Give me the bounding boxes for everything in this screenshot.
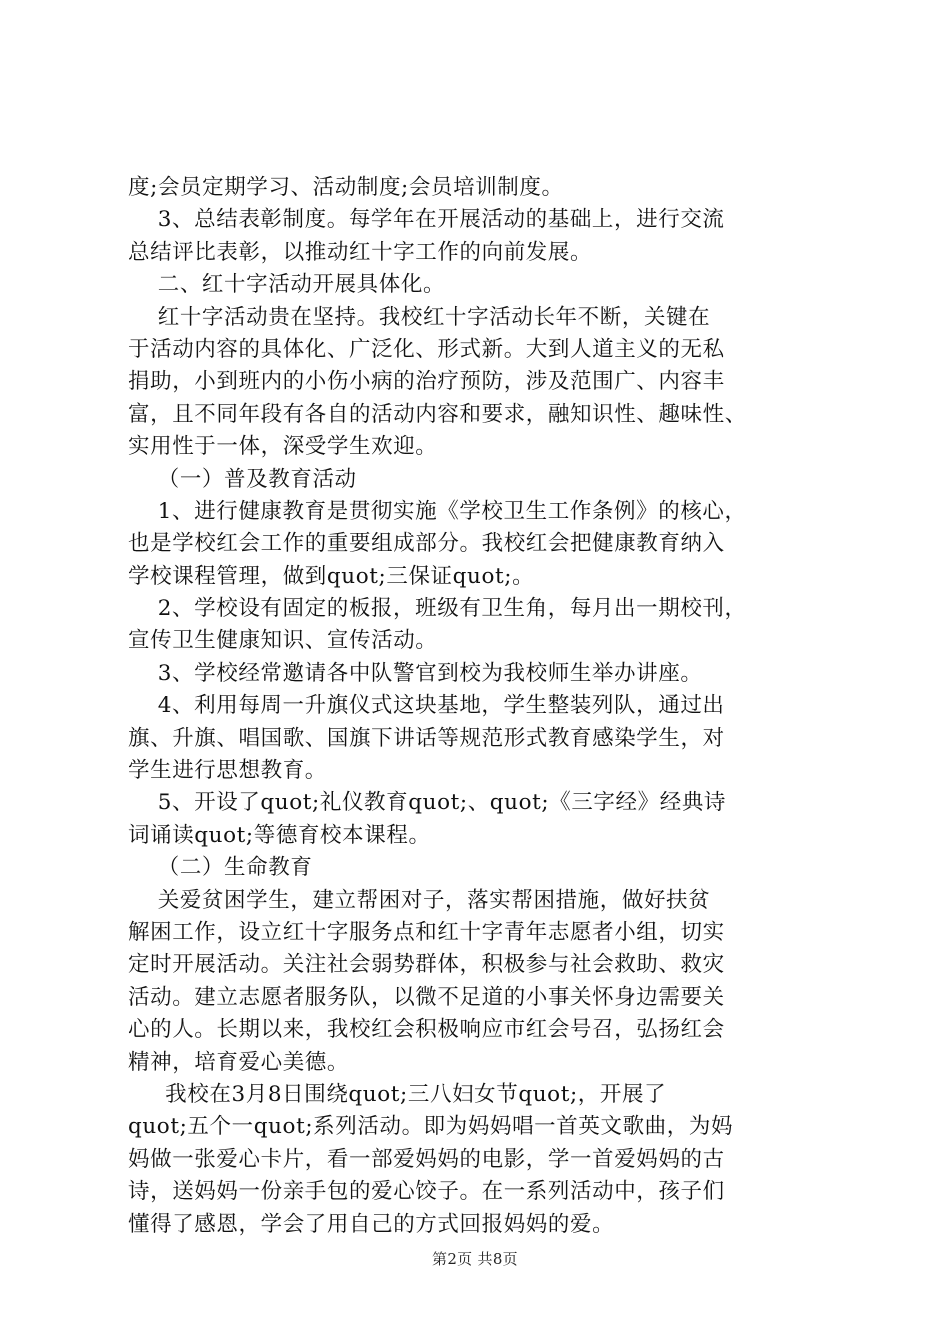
- text-line: 词诵读quot;等德育校本课程。: [128, 822, 431, 848]
- text-line: 学生进行思想教育。: [128, 758, 327, 784]
- subsection-heading: （二）生命教育: [128, 855, 313, 881]
- text-line: 3、总结表彰制度。每学年在开展活动的基础上，进行交流: [128, 207, 725, 233]
- text-line: 精神，培育爱心美德。: [128, 1049, 350, 1075]
- text-line: 4、利用每周一升旗仪式这块基地，学生整装列队，通过出: [128, 693, 725, 719]
- document-body: [128, 172, 840, 1241]
- text-line: 解困工作，设立红十字服务点和红十字青年志愿者小组，切实: [128, 919, 725, 945]
- text-line: 关爱贫困学生，建立帮困对子，落实帮困措施，做好扶贫: [128, 887, 711, 913]
- text-line: 也是学校红会工作的重要组成部分。我校红会把健康教育纳入: [128, 531, 725, 557]
- text-line: 诗，送妈妈一份亲手包的爱心饺子。在一系列活动中，孩子们: [128, 1179, 725, 1205]
- text-line: 度;会员定期学习、活动制度;会员培训制度。: [128, 175, 564, 200]
- text-line: 懂得了感恩，学会了用自己的方式回报妈妈的爱。: [128, 1211, 615, 1237]
- text-line: 2、学校设有固定的板报，班级有卫生角，每月出一期校刊，: [128, 596, 747, 622]
- subsection-heading: （一）普及教育活动: [128, 466, 357, 492]
- text-line: 学校课程管理，做到quot;三保证quot;。: [128, 563, 535, 589]
- text-line: 旗、升旗、唱国歌、国旗下讲话等规范形式教育感染学生，对: [128, 725, 725, 751]
- text-line: 心的人。长期以来，我校红会积极响应市红会号召，弘扬红会: [128, 1017, 725, 1043]
- text-line: 总结评比表彰，以推动红十字工作的向前发展。: [128, 239, 593, 265]
- text-line: 富，且不同年段有各自的活动内容和要求，融知识性、趣味性、: [128, 401, 747, 427]
- page-number-label: 第2页 共8页: [432, 1250, 518, 1268]
- text-line: 定时开展活动。关注社会弱势群体，积极参与社会救助、救灾: [128, 952, 725, 978]
- text-line: 于活动内容的具体化、广泛化、形式新。大到人道主义的无私: [128, 336, 725, 362]
- section-heading: 二、红十字活动开展具体化。: [128, 272, 446, 298]
- text-line: 3、学校经常邀请各中队警官到校为我校师生举办讲座。: [128, 660, 703, 686]
- text-line: 1、进行健康教育是贯彻实施《学校卫生工作条例》的核心，: [128, 498, 747, 524]
- text-line: 5、开设了quot;礼仪教育quot;、quot;《三字经》经典诗: [128, 790, 727, 816]
- text-line: quot;五个一quot;系列活动。即为妈妈唱一首英文歌曲，为妈: [128, 1114, 734, 1140]
- text-line: 妈做一张爱心卡片，看一部爱妈妈的电影，学一首爱妈妈的古: [128, 1146, 725, 1172]
- text-line: 宣传卫生健康知识、宣传活动。: [128, 628, 438, 654]
- text-line: 红十字活动贵在坚持。我校红十字活动长年不断，关键在: [128, 304, 711, 330]
- text-line: 实用性于一体，深受学生欢迎。: [128, 434, 438, 460]
- text-line: 捐助，小到班内的小伤小病的治疗预防，涉及范围广、内容丰: [128, 369, 725, 395]
- text-line: 我校在3月8日围绕quot;三八妇女节quot;，开展了: [128, 1081, 667, 1107]
- page-footer: [0, 1248, 950, 1269]
- text-line: 活动。建立志愿者服务队，以微不足道的小事关怀身边需要关: [128, 984, 725, 1010]
